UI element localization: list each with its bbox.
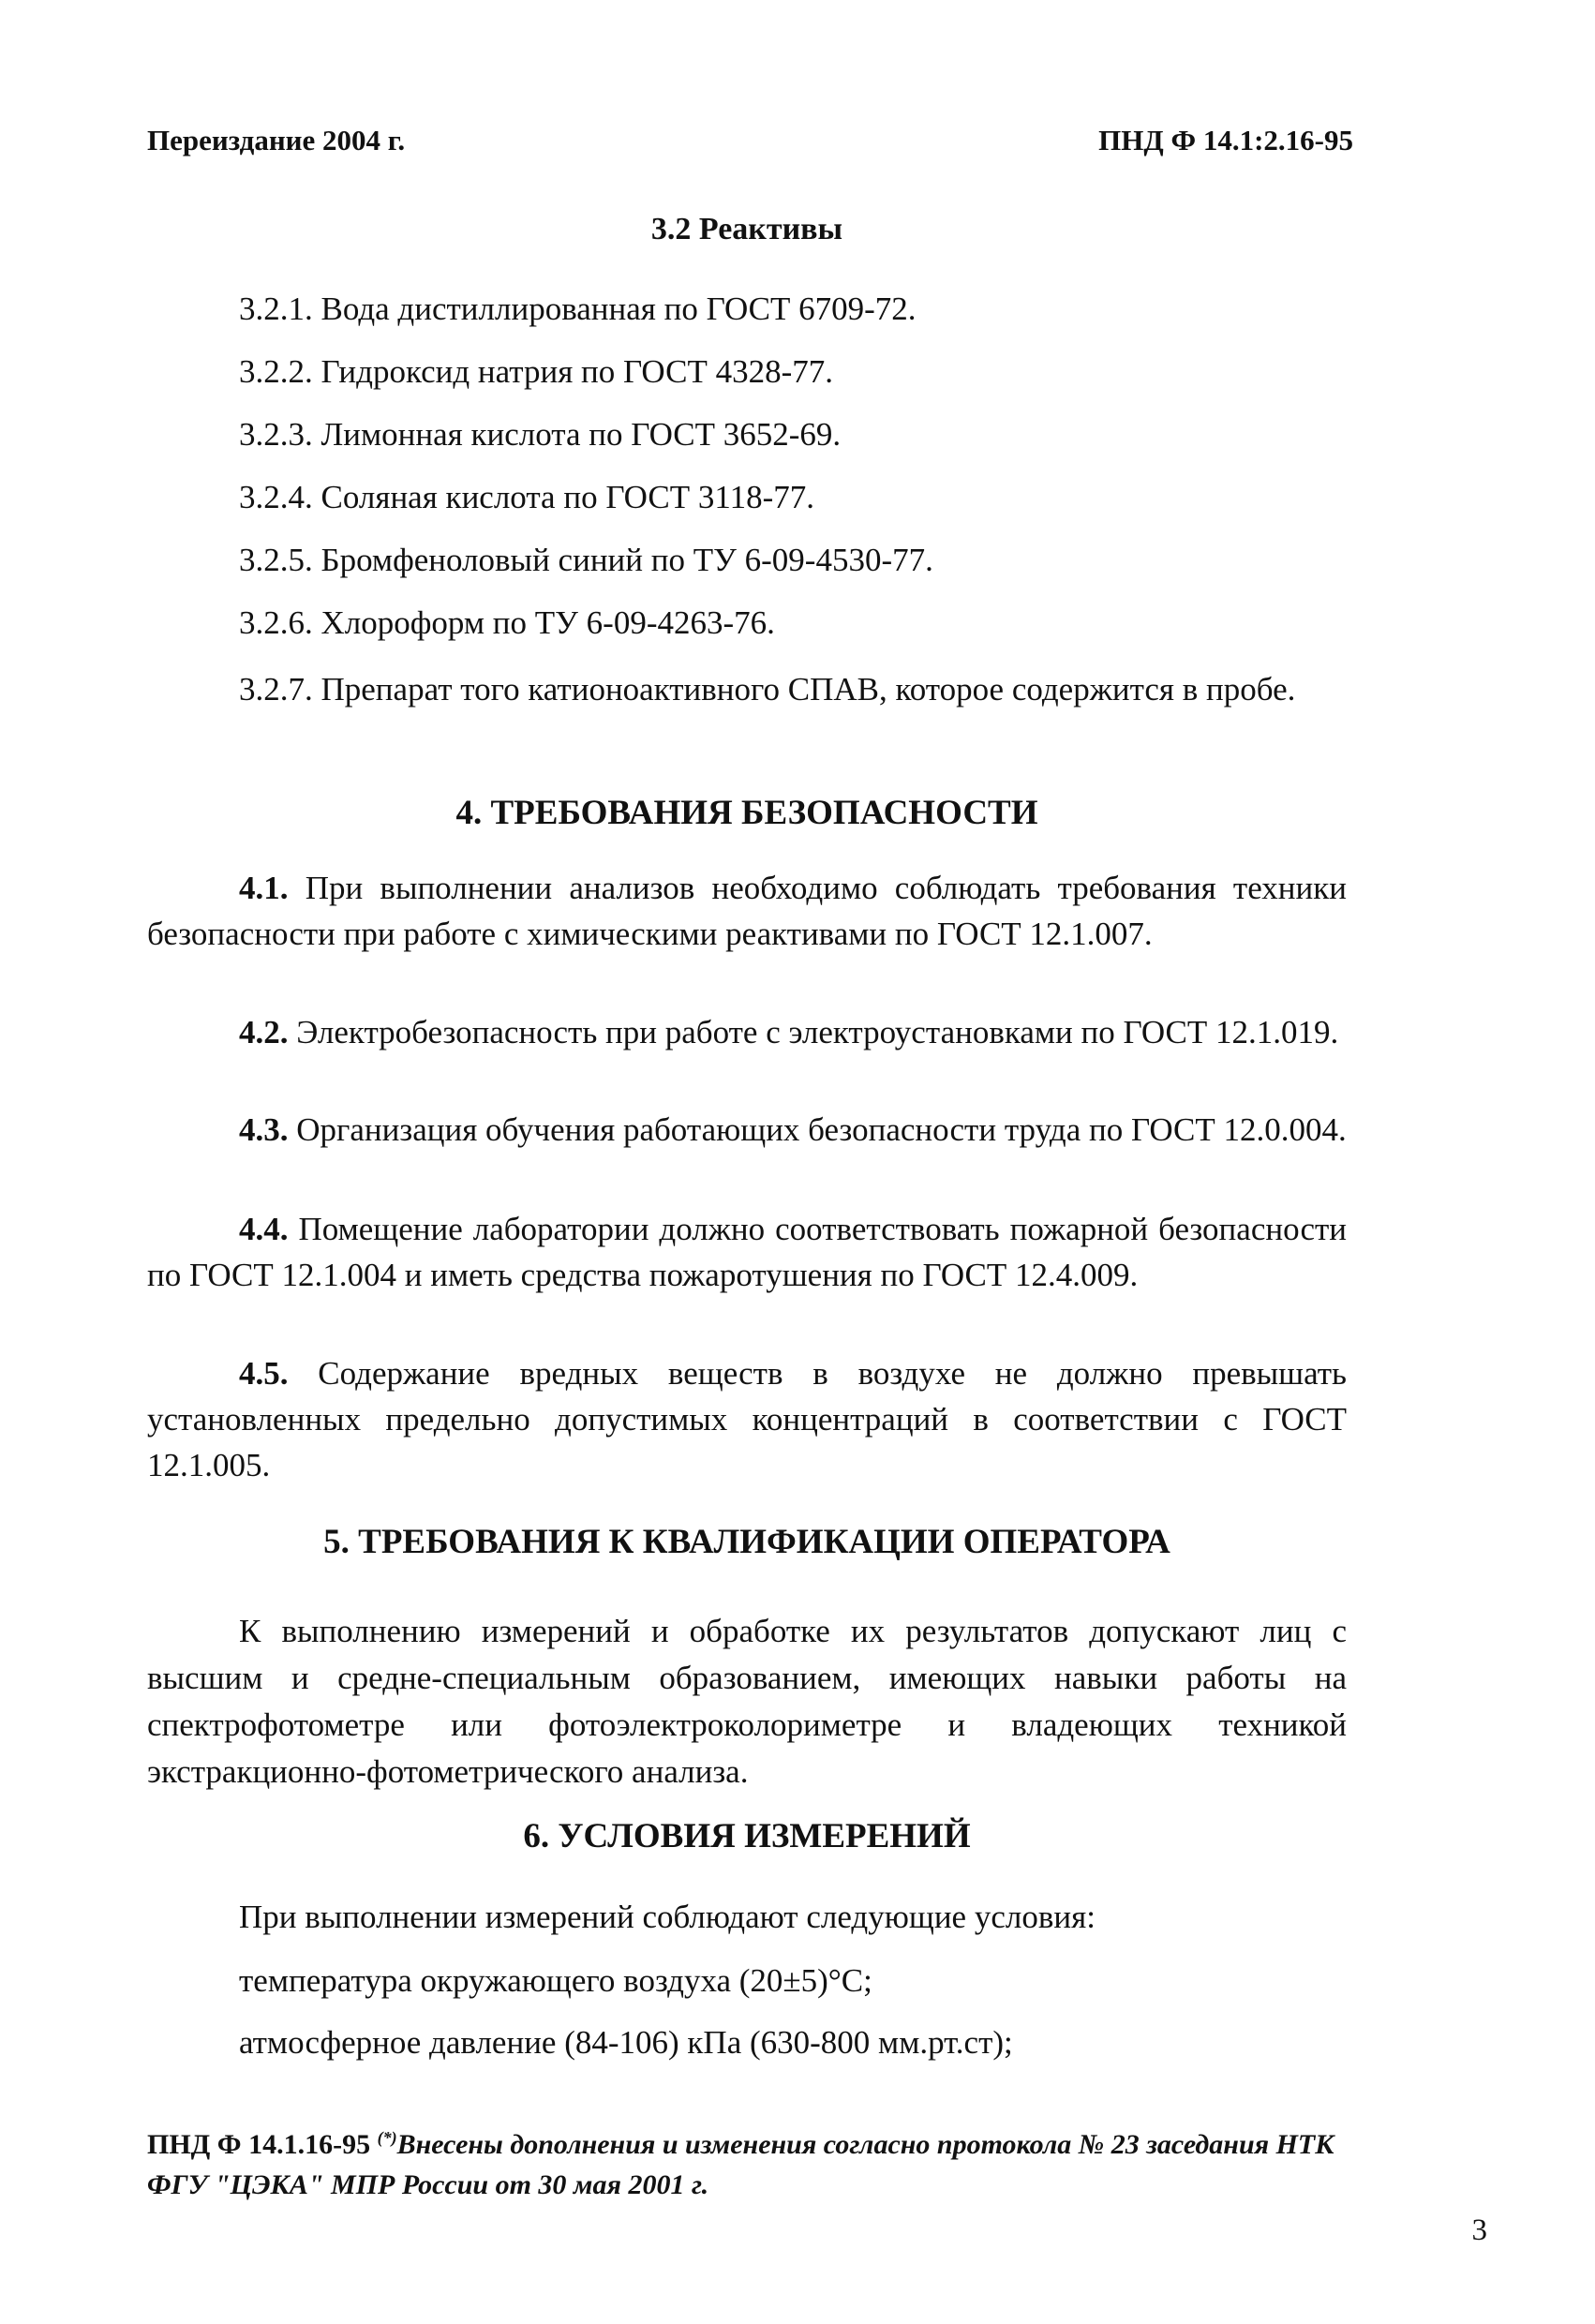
item-text: Помещение лаборатории должно соответствовать пожарной безопасности по ГОСТ 12.1.004 и иметь средства пожаротушения по ГОСТ 12.4.009. xyxy=(147,1211,1348,1293)
document-code: ПНД Ф 14.1:2.16-95 xyxy=(1098,124,1353,156)
footnote-text: Внесены дополнения и изменения согласно протокола № 23 заседания НТК ФГУ "ЦЭКА" МПР России от 30 мая 2001 г. xyxy=(147,2129,1334,2200)
qualification-paragraph: К выполнению измерений и обработке их результатов допускают лиц с высшим и средне-специальным образованием, имеющих навыки работы на спектрофотометре или фотоэлектроколориметре и владеющих техникой экстракционно-фотометрического анализа. xyxy=(147,1613,1347,1790)
reagent-item: 3.2.4. Соляная кислота по ГОСТ 3118-77. xyxy=(239,479,814,515)
reagent-item: 3.2.1. Вода дистиллированная по ГОСТ 6709-72. xyxy=(239,290,917,327)
footnote-code: ПНД Ф 14.1.16-95 xyxy=(147,2129,371,2160)
item-number: 4.1. xyxy=(239,870,289,906)
reissue-note: Переиздание 2004 г. xyxy=(147,124,406,156)
reagent-item: 3.2.5. Бромфеноловый синий по ТУ 6-09-4530-77. xyxy=(239,542,933,578)
section-6-title: 6. УСЛОВИЯ ИЗМЕРЕНИЙ xyxy=(523,1817,971,1855)
safety-item xyxy=(147,1009,1347,1055)
reagent-item: 3.2.7. Препарат того катионоактивного СПАВ, которое содержится в пробе. xyxy=(239,671,1296,708)
item-text: При выполнении анализов необходимо соблюдать требования техники безопасности при работе с химическими реактивами по ГОСТ 12.1.007. xyxy=(147,870,1347,952)
footnote xyxy=(147,2118,1347,2205)
reagent-item: 3.2.6. Хлороформ по ТУ 6-09-4263-76. xyxy=(239,604,775,641)
section-5-title: 5. ТРЕБОВАНИЯ К КВАЛИФИКАЦИИ ОПЕРАТОРА xyxy=(323,1523,1170,1561)
item-text: Содержание вредных веществ в воздухе не должно превышать установленных предельно допустимых концентраций в соответствии с ГОСТ 12.1.005. xyxy=(147,1355,1348,1483)
safety-item xyxy=(147,1206,1347,1298)
reagent-item: 3.2.2. Гидроксид натрия по ГОСТ 4328-77. xyxy=(239,353,833,390)
condition-line: При выполнении измерений соблюдают следующие условия: xyxy=(239,1899,1096,1935)
condition-line: температура окружающего воздуха (20±5)°С; xyxy=(239,1962,872,1999)
item-number: 4.5. xyxy=(239,1355,289,1392)
section-4-title: 4. ТРЕБОВАНИЯ БЕЗОПАСНОСТИ xyxy=(455,794,1038,832)
safety-item xyxy=(147,1350,1347,1488)
item-text: Организация обучения работающих безопасности труда по ГОСТ 12.0.004. xyxy=(296,1111,1347,1148)
condition-line: атмосферное давление (84-106) кПа (630-800 мм.рт.ст); xyxy=(239,2024,1013,2061)
footnote-mark: (*) xyxy=(377,2128,397,2147)
safety-item xyxy=(147,865,1347,957)
item-number: 4.3. xyxy=(239,1111,289,1148)
item-number: 4.4. xyxy=(239,1211,289,1247)
item-number: 4.2. xyxy=(239,1014,289,1050)
reagent-item: 3.2.3. Лимонная кислота по ГОСТ 3652-69. xyxy=(239,416,842,453)
page-number: 3 xyxy=(1471,2213,1487,2247)
safety-item xyxy=(147,1107,1347,1153)
item-text: Электробезопасность при работе с электроустановками по ГОСТ 12.1.019. xyxy=(296,1014,1339,1050)
section-3-2-title: 3.2 Реактивы xyxy=(650,212,843,246)
